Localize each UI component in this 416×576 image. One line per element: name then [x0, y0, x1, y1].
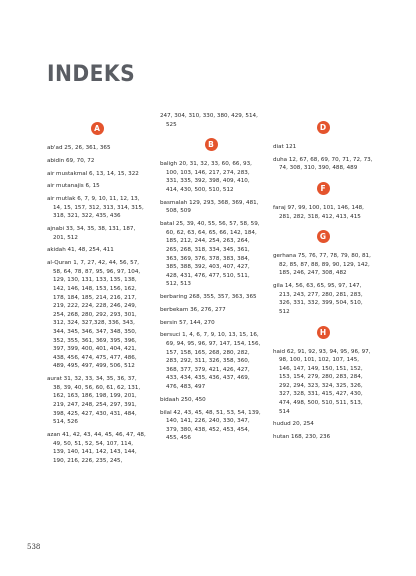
index-entry: bersin 57, 144, 270 — [160, 319, 215, 326]
index-column-1 — [47, 112, 147, 469]
index-entry: hudud 20, 254 — [273, 421, 314, 428]
page-title: INDEKS — [47, 62, 136, 87]
index-entry: air mutanajis 6, 15 — [47, 183, 100, 190]
index-entry: gerhana 75, 76, 77, 78, 79, 80, 81, 82, 85, 87, 88, 89, 90, 129, 142, 185, 246, 247, 308, 482 — [273, 253, 371, 277]
index-entry: batal 25, 39, 40, 55, 56, 57, 58, 59, 60, 62, 63, 64, 65, 66, 142, 184, 185, 212, 244, 254, 263, 264, 265, 268, 318, 334, 345, 361, 363, 369, 376, 378, 383, 384, 385, 388, 392, 403, 407, 427, 428, 431, 476, 477, 510, 511, 512, 513 — [160, 221, 260, 288]
section-letter-a: A — [91, 122, 104, 135]
index-entry: bersuci 1, 4, 6, 7, 9, 10, 13, 15, 16, 69, 94, 95, 96, 97, 147, 154, 156, 157, 158, 165, 268, 280, 282, 283, 292, 311, 326, 358, 360, 368, 377, 379, 421, 426, 427, 433, 434, 435, 436, 437, 469, 476, 483, 497 — [160, 332, 261, 390]
index-entry-continuation: 247, 304, 310, 330, 380, 429, 514, 525 — [160, 113, 258, 128]
index-entry: ab'ad 25, 26, 361, 365 — [47, 145, 111, 151]
index-column-2 — [160, 112, 262, 447]
index-entry: gila 14, 56, 63, 65, 95, 97, 147, 213, 243, 277, 280, 281, 283, 326, 331, 332, 399, 504, 510, 512 — [273, 283, 363, 315]
index-entry: basmalah 129, 293, 368, 369, 481, 508, 509 — [160, 199, 259, 215]
index-entry: abidin 69, 70, 72 — [47, 157, 95, 164]
index-entry: ajnabi 33, 34, 35, 38, 131, 187, 201, 512 — [47, 226, 136, 241]
index-entry: akidah 41, 48, 254, 411 — [47, 247, 114, 254]
section-letter-d: D — [317, 121, 330, 134]
index-entry: baligh 20, 31, 32, 33, 60, 66, 93, 100, 103, 146, 217, 274, 283, 331, 335, 392, 398, 409, 410, 414, 430, 500, 510, 512 — [160, 161, 252, 193]
section-letter-b: B — [205, 138, 218, 151]
index-entry: air mustakmal 6, 13, 14, 15, 322 — [47, 170, 139, 177]
index-entry: berbekam 36, 276, 277 — [160, 306, 226, 313]
index-entry: berbaring 268, 355, 357, 363, 365 — [160, 294, 257, 301]
index-entry: haid 62, 91, 92, 93, 94, 95, 96, 97, 98, 100, 101, 102, 107, 145, 146, 147, 149, 150, 151, 152, 153, 154, 279, 280, 283, 284, 292, 294, 323, 324, 325, 326, 327, 328, 331, 415, 427, 430, 474, 498, 500, 510, 511, 513, 514 — [273, 348, 371, 415]
index-column-3 — [273, 112, 373, 446]
index-entry: al-Quran 1, 7, 27, 42, 44, 56, 57, 58, 64, 78, 87, 95, 96, 97, 104, 129, 130, 131, 133, 135, 138, 142, 146, 148, 153, 156, 162, 178, 184, 185, 214, 216, 217, 219, 222, 224, 228, 246, 249, 254, 268, 280, 292, 293, 301, 312, 324, 327,328, 336, 343, 344, 345, 346, 347, 348, 350, 352, 355, 361, 369, 395, 396, 397, 399, 400, 401, 404, 421, 438, 456, 474, 475, 477, 486, 489, 495, 497, 499, 506, 512 — [47, 260, 141, 370]
section-letter-h: H — [317, 326, 330, 339]
index-entry: hutan 168, 230, 236 — [273, 434, 331, 441]
index-entry: bilal 42, 43, 45, 48, 51, 53, 54, 139, 140, 141, 226, 240, 330, 347, 379, 380, 438, 452, 453, 454, 455, 456 — [160, 409, 261, 442]
page-number: 538 — [27, 543, 41, 551]
index-entry: duha 12, 67, 68, 69, 70, 71, 72, 73, 74, 308, 310, 390, 488, 489 — [273, 156, 373, 172]
index-entry: diat 121 — [273, 144, 297, 150]
index-entry: azan 41, 42, 43, 44, 45, 46, 47, 48, 49, 50, 51, 52, 54, 107, 114, 139, 140, 141, 142, 143, 144, 190, 216, 226, 235, 245, — [47, 431, 146, 464]
section-letter-f: F — [317, 182, 330, 195]
index-entry: bidaah 250, 450 — [160, 396, 206, 403]
index-entry: aurat 31, 32, 33, 34, 35, 36, 37, 38, 39, 40, 56, 60, 61, 62, 131, 162, 163, 186, 198, 199, 201, 219, 247, 248, 254, 297, 391, 398, 425, 427, 430, 431, 484, 514, 526 — [47, 376, 141, 426]
index-entry: air mutlak 6, 7, 9, 10, 11, 12, 13, 14, 15, 157, 312, 313, 314, 315, 318, 321, 322, 435, 436 — [47, 196, 144, 220]
index-entry: faraj 97, 99, 100, 101, 146, 148, 281, 282, 318, 412, 413, 415 — [273, 204, 364, 220]
section-letter-g: G — [317, 230, 330, 243]
